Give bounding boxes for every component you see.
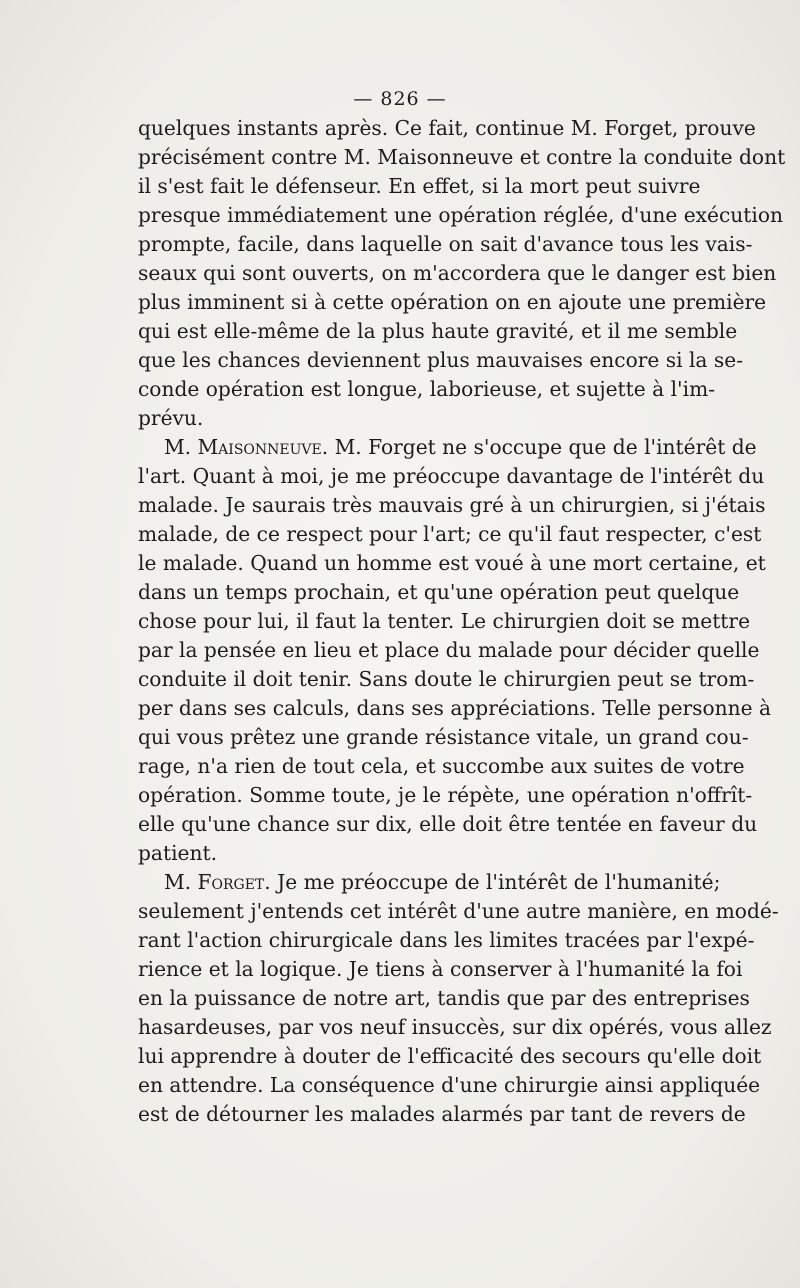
text-line: précisément contre M. Maisonneuve et contre la conduite dont [138,145,786,169]
text-line-content: Je me préoccupe de l'intérêt de l'humanité; [270,870,721,894]
text-line-content: M. Forget ne s'occupe que de l'intérêt de [328,435,757,459]
text-line: opération. Somme toute, je le répète, une opération n'offrît- [138,783,753,807]
text-line: seulement j'entends cet intérêt d'une autre manière, en modé- [138,899,779,923]
text-line: dans un temps prochain, et qu'une opération peut quelque [138,580,740,604]
text-line: elle qu'une chance sur dix, elle doit être tentée en faveur du [138,812,758,836]
text-line: qui vous prêtez une grande résistance vitale, un grand cou- [138,725,749,749]
text-line: il s'est fait le défenseur. En effet, si la mort peut suivre [138,174,701,198]
text-line: en la puissance de notre art, tandis que par des entreprises [138,986,750,1010]
paragraph-3 [138,868,779,1129]
text-line: plus imminent si à cette opération on en ajoute une première [138,290,767,314]
text-line: lui apprendre à douter de l'efficacité des secours qu'elle doit [138,1044,762,1068]
text-line: patient. [138,841,218,865]
text-line: hasardeuses, par vos neuf insuccès, sur dix opérés, vous allez [138,1015,772,1039]
text-line: presque immédiatement une opération réglée, d'une exécution [138,203,784,227]
paragraph-2 [138,433,772,868]
text-line: chose pour lui, il faut la tenter. Le chirurgien doit se mettre [138,609,751,633]
text-line: que les chances deviennent plus mauvaises encore si la se- [138,348,744,372]
text-line: conde opération est longue, laborieuse, et sujette à l'im- [138,377,716,401]
text-line: par la pensée en lieu et place du malade pour décider quelle [138,638,760,662]
speaker-name: M. Maisonneuve. [164,435,329,459]
body-text [138,114,786,1129]
text-line: le malade. Quand un homme est voué à une mort certaine, et [138,551,766,575]
text-line: malade. Je saurais très mauvais gré à un chirurgien, si j'étais [138,493,766,517]
text-line: per dans ses calculs, dans ses appréciations. Telle personne à [138,696,772,720]
text-line [138,868,721,897]
text-line: malade, de ce respect pour l'art; ce qu'il faut respecter, c'est [138,522,762,546]
text-line: rience et la logique. Je tiens à conserver à l'humanité la foi [138,957,743,981]
text-line: est de détourner les malades alarmés par tant de revers de [138,1102,746,1126]
text-line: qui est elle-même de la plus haute gravité, et il me semble [138,319,738,343]
page-number: — 826 — [353,88,447,110]
paragraph-1 [138,114,786,433]
text-line: l'art. Quant à moi, je me préoccupe davantage de l'intérêt du [138,464,765,488]
text-line: conduite il doit tenir. Sans doute le chirurgien peut se trom- [138,667,755,691]
text-line: rant l'action chirurgicale dans les limites tracées par l'expé- [138,928,755,952]
text-line: rage, n'a rien de tout cela, et succombe aux suites de votre [138,754,745,778]
text-line: prompte, facile, dans laquelle on sait d'avance tous les vais- [138,232,753,256]
text-line: seaux qui sont ouverts, on m'accordera que le danger est bien [138,261,777,285]
text-line: prévu. [138,406,204,430]
speaker-name: M. Forget. [164,870,271,894]
text-line: en attendre. La conséquence d'une chirurgie ainsi appliquée [138,1073,761,1097]
text-line: quelques instants après. Ce fait, continue M. Forget, prouve [138,116,756,140]
text-line [138,433,757,462]
